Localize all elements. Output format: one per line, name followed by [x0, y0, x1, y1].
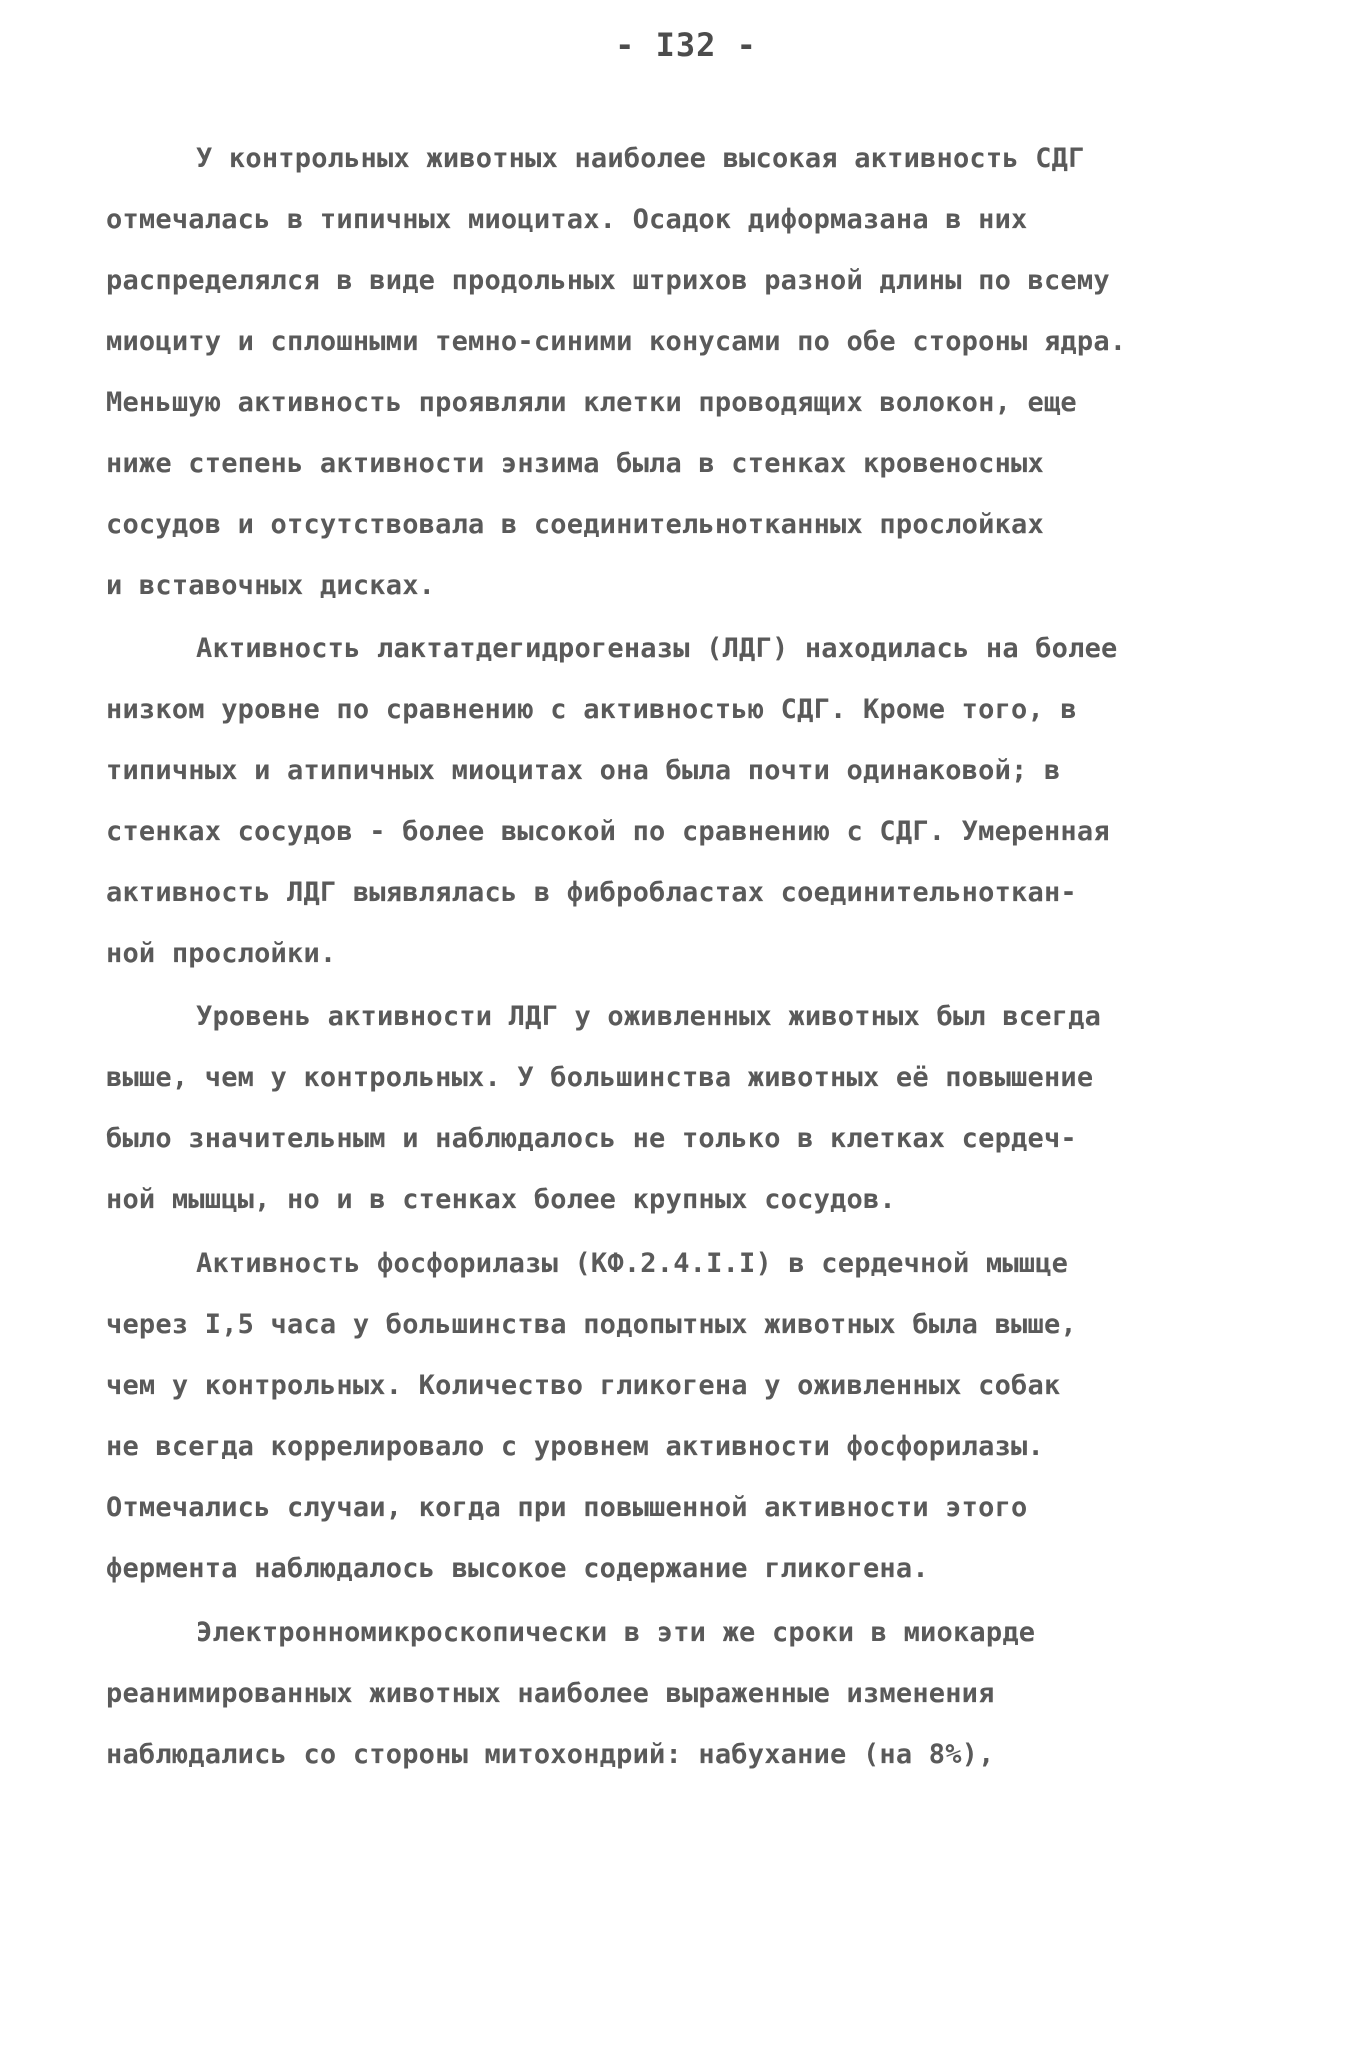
text-line: выше, чем у контрольных. У большинства животных её повышение [106, 1062, 1094, 1093]
text-line: типичных и атипичных миоцитах она была почти одинаковой; в [106, 755, 1061, 786]
text-line: ной прослойки. [106, 938, 337, 969]
text-line: миоциту и сплошными темно-синими конусами по обе стороны ядра. [106, 326, 1127, 357]
text-line: Электронномикроскопически в эти же сроки в миокарде [196, 1617, 1036, 1648]
page-number: - I32 - [615, 26, 757, 64]
text-line: реанимированных животных наиболее выраженные изменения [106, 1678, 995, 1709]
text-line: наблюдались со стороны митохондрий: набухание (на 8%), [106, 1739, 995, 1770]
text-line: отмечалась в типичных миоцитах. Осадок диформазана в них [106, 204, 1028, 235]
text-line: Активность фосфорилазы (КФ.2.4.I.I) в сердечной мышце [196, 1248, 1069, 1279]
text-line: чем у контрольных. Количество гликогена у оживленных собак [106, 1370, 1061, 1401]
text-line: ниже степень активности энзима была в стенках кровеносных [106, 448, 1044, 479]
text-line: Меньшую активность проявляли клетки проводящих волокон, еще [106, 387, 1077, 418]
text-line: распределялся в виде продольных штрихов разной длины по всему [106, 265, 1110, 296]
text-line: было значительным и наблюдалось не только в клетках сердеч- [106, 1123, 1077, 1154]
text-line: Отмечались случаи, когда при повышенной активности этого [106, 1492, 1028, 1523]
text-line: не всегда коррелировало с уровнем активности фосфорилазы. [106, 1431, 1044, 1462]
text-line: фермента наблюдалось высокое содержание гликогена. [106, 1553, 929, 1584]
text-line: сосудов и отсутствовала в соединительнотканных прослойках [106, 509, 1044, 540]
text-line: стенках сосудов - более высокой по сравнению с СДГ. Умеренная [106, 816, 1110, 847]
text-line: У контрольных животных наиболее высокая активность СДГ [196, 143, 1085, 174]
text-line: активность ЛДГ выявлялась в фибробластах соединительноткан- [106, 877, 1077, 908]
text-line: низком уровне по сравнению с активностью СДГ. Кроме того, в [106, 694, 1077, 725]
text-line: Активность лактатдегидрогеназы (ЛДГ) находилась на более [196, 633, 1118, 664]
text-line: через I,5 часа у большинства подопытных животных была выше, [106, 1309, 1077, 1340]
text-line: и вставочных дисках. [106, 570, 436, 601]
text-line: Уровень активности ЛДГ у оживленных животных был всегда [196, 1001, 1102, 1032]
text-line: ной мышцы, но и в стенках более крупных сосудов. [106, 1184, 896, 1215]
